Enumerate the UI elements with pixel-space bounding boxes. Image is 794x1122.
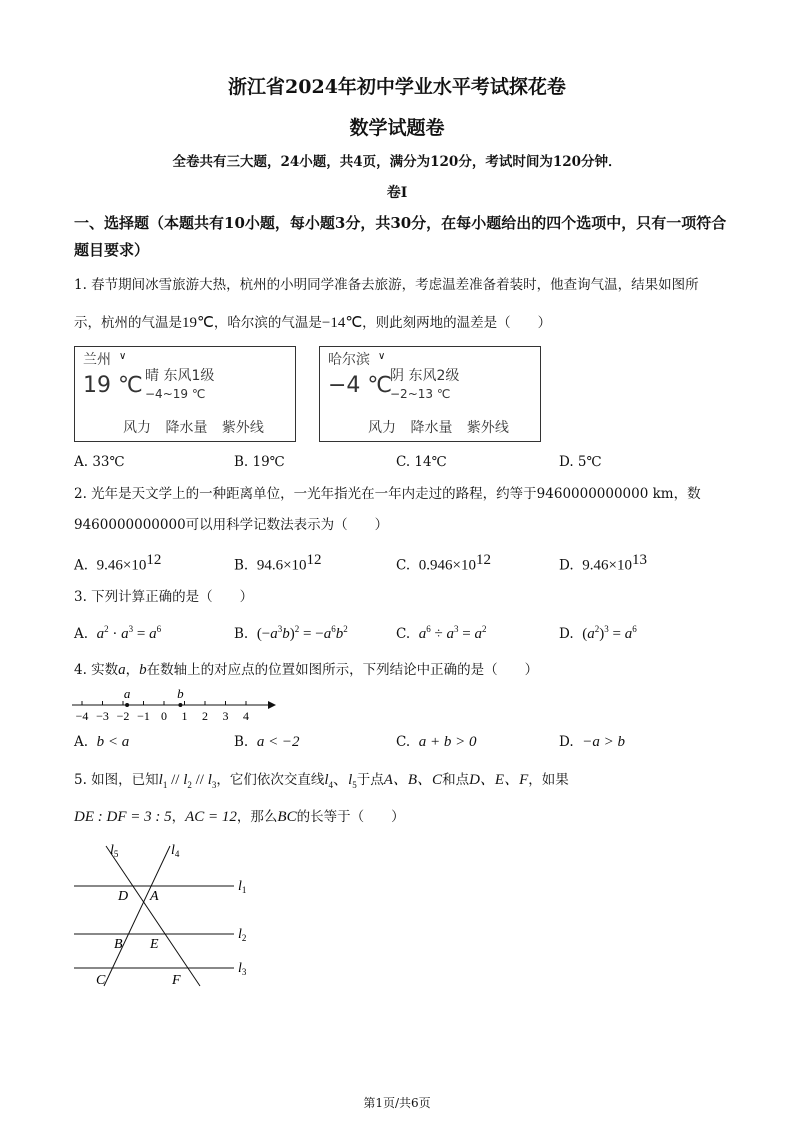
q2-option-a: A. $9.46\times 10^{12}$ xyxy=(74,552,162,574)
weather-range: −4~19 ℃ xyxy=(145,387,206,401)
q3-option-a: A. $a^2 \cdot a^3 = a^6$ xyxy=(74,624,162,642)
q1-text-a: 示，杭州的气温是 xyxy=(74,315,182,331)
q4-line1: 4. 实数a，b在数轴上的对应点的位置如图所示，下列结论中正确的是（ ） xyxy=(74,662,539,678)
q5-line2: DE : DF = 3 : 5，AC = 12，那么BC的长等于（ ） xyxy=(74,809,405,825)
q2-option-d: D. $9.46\times 10^{13}$ xyxy=(559,552,647,574)
q1-temp-heb: −14℃ xyxy=(321,315,363,331)
number-line-tick-label: −1 xyxy=(137,709,150,723)
weather-range: −2~13 ℃ xyxy=(390,387,451,401)
exam-subtitle: 数学试题卷 xyxy=(349,117,445,139)
point-F: F xyxy=(172,973,181,988)
q3-option-c: C. $a^6 \div a^3 = a^2$ xyxy=(396,624,487,642)
q1-option-a: A. 33℃ xyxy=(74,454,125,470)
weather-city: 哈尔滨 xyxy=(328,352,370,368)
q1-option-d: D. 5℃ xyxy=(559,454,602,470)
label-l1: $l_1$ xyxy=(238,879,247,895)
section-heading: 一、选择题（本题共有10小题，每小题3分，共30分，在每小题给出的四个选项中，只有一项符合题目要求） xyxy=(74,214,727,259)
q2-option-b: B. $94.6\times 10^{12}$ xyxy=(234,552,322,574)
q4-option-a: A. b < a xyxy=(74,734,130,750)
label-l2: $l_2$ xyxy=(238,927,247,943)
q5-line1: 5. 如图，已知$l_1 // l_2 // l_3$，它们依次交直线$l_4$、$l_5$于点A、B、C和点D、E、F，如果 xyxy=(74,772,569,790)
point-a xyxy=(125,703,129,707)
line-l4 xyxy=(104,846,170,986)
point-E: E xyxy=(150,937,159,952)
label-l3: $l_3$ xyxy=(238,961,247,977)
part-label: 卷I xyxy=(386,185,408,201)
q1-text-b: ，哈尔滨的气温是 xyxy=(213,315,322,331)
number-line-tick-label: −3 xyxy=(96,709,109,723)
q3-line1: 3. 下列计算正确的是（ ） xyxy=(74,589,254,605)
weather-card-harbin xyxy=(319,346,541,442)
number-line-tick-label: 4 xyxy=(243,709,249,723)
weather-bar: 风力 降水量 紫外线 xyxy=(368,420,509,436)
q3-option-d: D. $(a^2)^3 = a^6$ xyxy=(559,624,637,642)
q1-line1: 1. 春节期间冰雪旅游大热，杭州的小明同学准备去旅游，考虑温差准备着装时，他查询气温，结果如图所 xyxy=(74,277,699,293)
point-B: B xyxy=(114,937,123,952)
q1-line2 xyxy=(74,306,724,340)
q2-option-c: C. $0.946\times 10^{12}$ xyxy=(396,552,491,574)
q1-temp-hz: 19℃ xyxy=(182,315,214,331)
point-label-b: b xyxy=(177,686,184,701)
number-line-tick-label: 3 xyxy=(222,709,229,723)
label-l4: $l_4$ xyxy=(171,843,180,859)
q1-option-b: B. 19℃ xyxy=(234,454,285,470)
point-C: C xyxy=(96,973,106,988)
page-footer: 第1页/共6页 xyxy=(363,1096,431,1110)
q1-text-c: ，则此刻两地的温差是（ ） xyxy=(362,315,552,331)
point-label-a: a xyxy=(123,686,131,701)
point-D: D xyxy=(118,889,129,904)
q2-line1: 2. 光年是天文学上的一种距离单位，一光年指光在一年内走过的路程，约等于9460000000000 km，数 xyxy=(74,486,701,502)
q1-option-c: C. 14℃ xyxy=(396,454,447,470)
weather-desc: 阴 东风2级 xyxy=(390,368,460,384)
number-line-tick-label: −4 xyxy=(75,709,89,723)
q4-option-d: D. −a > b xyxy=(559,734,625,750)
number-line-tick-label: 0 xyxy=(161,709,167,723)
number-line-tick-label: 2 xyxy=(202,709,208,723)
exam-title: 浙江省2024年初中学业水平考试探花卷 xyxy=(228,76,566,98)
weather-bar: 风力 降水量 紫外线 xyxy=(123,420,264,436)
weather-temp: 19 ℃ xyxy=(83,373,143,398)
point-A: A xyxy=(150,889,159,904)
q3-option-b: B. $(-a^3b)^2 = -a^6b^2$ xyxy=(234,624,348,642)
parallel-lines-figure xyxy=(70,838,260,990)
line-l5 xyxy=(106,846,200,986)
q2-line2: 9460000000000可以用科学记数法表示为（ ） xyxy=(74,517,389,533)
q4-option-c: C. a + b > 0 xyxy=(396,734,477,750)
chevron-down-icon: ∨ xyxy=(119,351,127,362)
number-line xyxy=(68,684,278,726)
chevron-down-icon: ∨ xyxy=(378,351,386,362)
weather-temp: −4 ℃ xyxy=(328,373,393,398)
point-b xyxy=(178,703,182,707)
exam-info: 全卷共有三大题，24小题，共4页，满分为120分，考试时间为120分钟． xyxy=(172,154,622,170)
weather-city: 兰州 xyxy=(83,352,111,368)
number-line-tick-label: −2 xyxy=(116,709,130,723)
weather-card-lanzhou xyxy=(74,346,296,442)
label-l5: $l_5$ xyxy=(110,843,119,859)
number-line-tick-label: 1 xyxy=(181,709,188,723)
weather-desc: 晴 东风1级 xyxy=(145,368,215,384)
q4-option-b: B. a < −2 xyxy=(234,734,300,750)
